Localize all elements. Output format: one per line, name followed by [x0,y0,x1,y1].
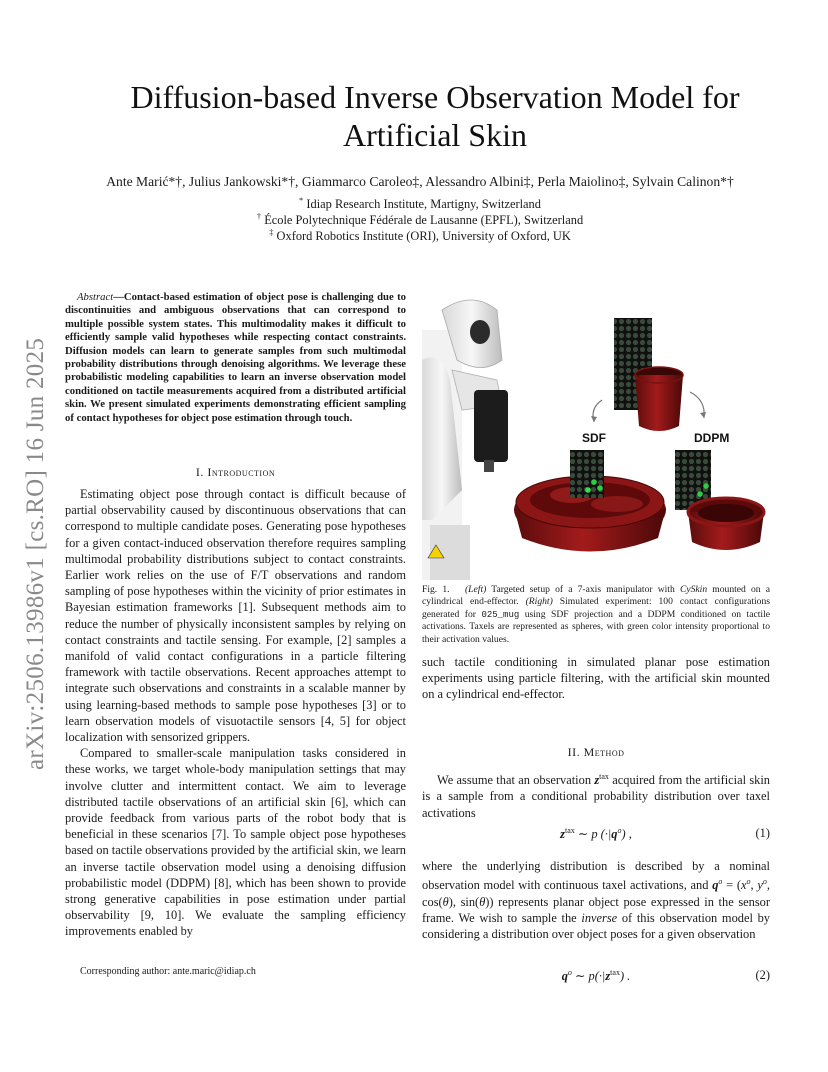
footnote-corresponding-author: Corresponding author: ante.maric@idiap.ch [80,966,256,977]
caption-text-2: mounted on a cylindrical end-effector. [422,584,770,608]
label-sdf: SDF [582,431,606,445]
arrow-head-sdf [591,416,597,422]
equation-2 [422,968,770,986]
equation-2-body: $q^o$ ∼ $p(\cdot|z^{tax})$ . [561,968,631,984]
paper-title: Diffusion-based Inverse Observation Model for Artificial Skin [130,79,740,153]
ddpm-samples-render [675,450,764,550]
equation-1 [422,826,770,844]
intro-continuation: such tactile conditioning in simulated planar pose estimation experiments using particle filtering, with the artificial skin mounted on a cylindrical end-effector. [422,655,770,702]
affiliation-1-text: Idiap Research Institute, Martigny, Switzerland [306,197,541,211]
figure-1-caption [422,584,770,646]
equation-1-number: (1) [755,826,770,840]
caption-code: 025_mug [481,609,520,620]
caption-text-1: Targeted setup of a 7-axis manipulator with [491,584,675,595]
figure-1-image [422,290,778,580]
affil-mark: ‡ [269,227,274,237]
abstract-label: Abstract [77,291,114,303]
author-list: Ante Marić*†, Julius Jankowski*†, Giammarco Caroleo‡, Alessandro Albini‡, Perla Maiolino‡, Sylvain Calinon*† [106,174,734,189]
abstract-text: —Contact-based estimation of object pose is challenging due to discontinuities and ambiguous observations that can correspond to multiple possible system states. This multimodality makes it difficult to efficiently sample valid hypotheses while respecting contact constraints. Diffusion models can learn to generate samples from such multimodal probability distributions through denoising algorithms. We leverage these probabilistic modeling capabilities to learn an inverse observation model conditioned on tactile measurements acquired from a distributed artificial skin. We present simulated experiments demonstrating efficient sampling of contact hypotheses for object pose estimation through touch. [65,291,406,424]
affil-mark: † [256,211,262,221]
method-paragraph-1: We assume that an observation $z^{tax}$ acquired from the artificial skin is a sample from a conditional probability distribution over taxel activations [422,772,770,820]
sdf-samples-render [514,450,666,552]
abstract [65,291,406,425]
intro-column-left [65,486,406,940]
caption-prefix: Fig. 1. [422,584,450,595]
equation-2-number: (2) [755,968,770,982]
method-p2-b: represents planar object pose expressed in the sensor frame. We wish to sample the [422,894,770,925]
robot-arm-photo [422,300,508,580]
equation-1-body: $z^{tax}$ ∼ p $(\cdot|q^o)$ , [560,826,632,842]
method-p2-c: of this observation model by considering a distribution over object poses for a given observation [422,910,770,941]
affiliation-3 [40,224,800,244]
method-p2-italic: inverse [581,910,618,925]
caption-right-tag: (Right) [525,596,553,608]
arrow-head-ddpm [700,412,706,418]
label-ddpm: DDPM [694,431,730,445]
section-heading-method: II. Method [567,745,625,759]
figure-1 [422,290,778,580]
intro-paragraph-2: Compared to smaller-scale manipulation tasks considered in these works, we target whole-body manipulation settings that may involve clutter and intermittent contact. We aim to leverage distributed tactile observations of an artificial skin [6], which can provide feedback from various parts of the robot body that is beneficial in these scenarios [7]. To sample object pose hypotheses based on tactile observations provided by the artificial skin, we learn an inverse tactile observation model using a denoising diffusion probabilistic model (DDPM) [8], which has been shown to provide strong generative capabilities in pose estimation under partial observability [9, 10]. We evaluate the sampling efficiency improvements enabled by [65,746,406,939]
caption-text-4: using SDF projection and a DDPM conditioned on tactile activations. Taxels are represented as spheres, with green color intensity proportional to their activation values. [422,608,770,645]
affiliation-2-text: École Polytechnique Fédérale de Lausanne (EPFL), Switzerland [264,213,584,227]
caption-left-tag: (Left) [464,584,487,595]
arxiv-stamp: arXiv:2506.13986v1 [cs.RO] 16 Jun 2025 [22,337,49,770]
method-paragraph-2: where the underlying distribution is described by a nominal observation model with continuous taxel activations, and $q^o = (x^o$, $y^o$, cos(θ), sin(θ)) represents planar object pose expressed in the sensor frame. We wish to sample the inverse of this observation model by considering a distribution over object poses for a given observation [422,859,770,941]
section-heading-introduction: I. Introduction [195,465,276,479]
sensor-cylinder-top [614,318,683,431]
method-p2-a: where the underlying distribution is described by a nominal observation model with continuous taxel activations, and [422,859,770,893]
caption-cyskin: CySkin [679,584,708,595]
intro-paragraph-1: Estimating object pose through contact is difficult because of partial observability caused by discontinuous observations that can correspond to multiple candidate poses. Generating pose hypotheses for a given contact-induced observation therefore requires sampling multimodal probability distributions subject to contact constraints. Earlier work relies on the use of F/T observations and random sampling of pose hypotheses within the vicinity of prior estimates in Bayesian estimation frameworks [1]. Subsequent methods aim to reduce the number of physically inconsistent samples by relying on contact constraints and tactile sensing. For example, [2] samples a manifold of valid contact configurations in a particle filtering framework with tactile observations. Recent approaches attempt to integrate such observations and constraints in a scalable manner by using learning-based methods to sample pose hypotheses [3] or to learn observation models of visuotactile sensors [4, 5] for object localization with sensorized grippers. [65,487,406,745]
affiliation-3-text: Oxford Robotics Institute (ORI), University of Oxford, UK [276,229,571,243]
affil-mark: * [299,195,304,205]
caption-text-3: Simulated experiment: 100 contact configurations generated for [422,596,770,620]
